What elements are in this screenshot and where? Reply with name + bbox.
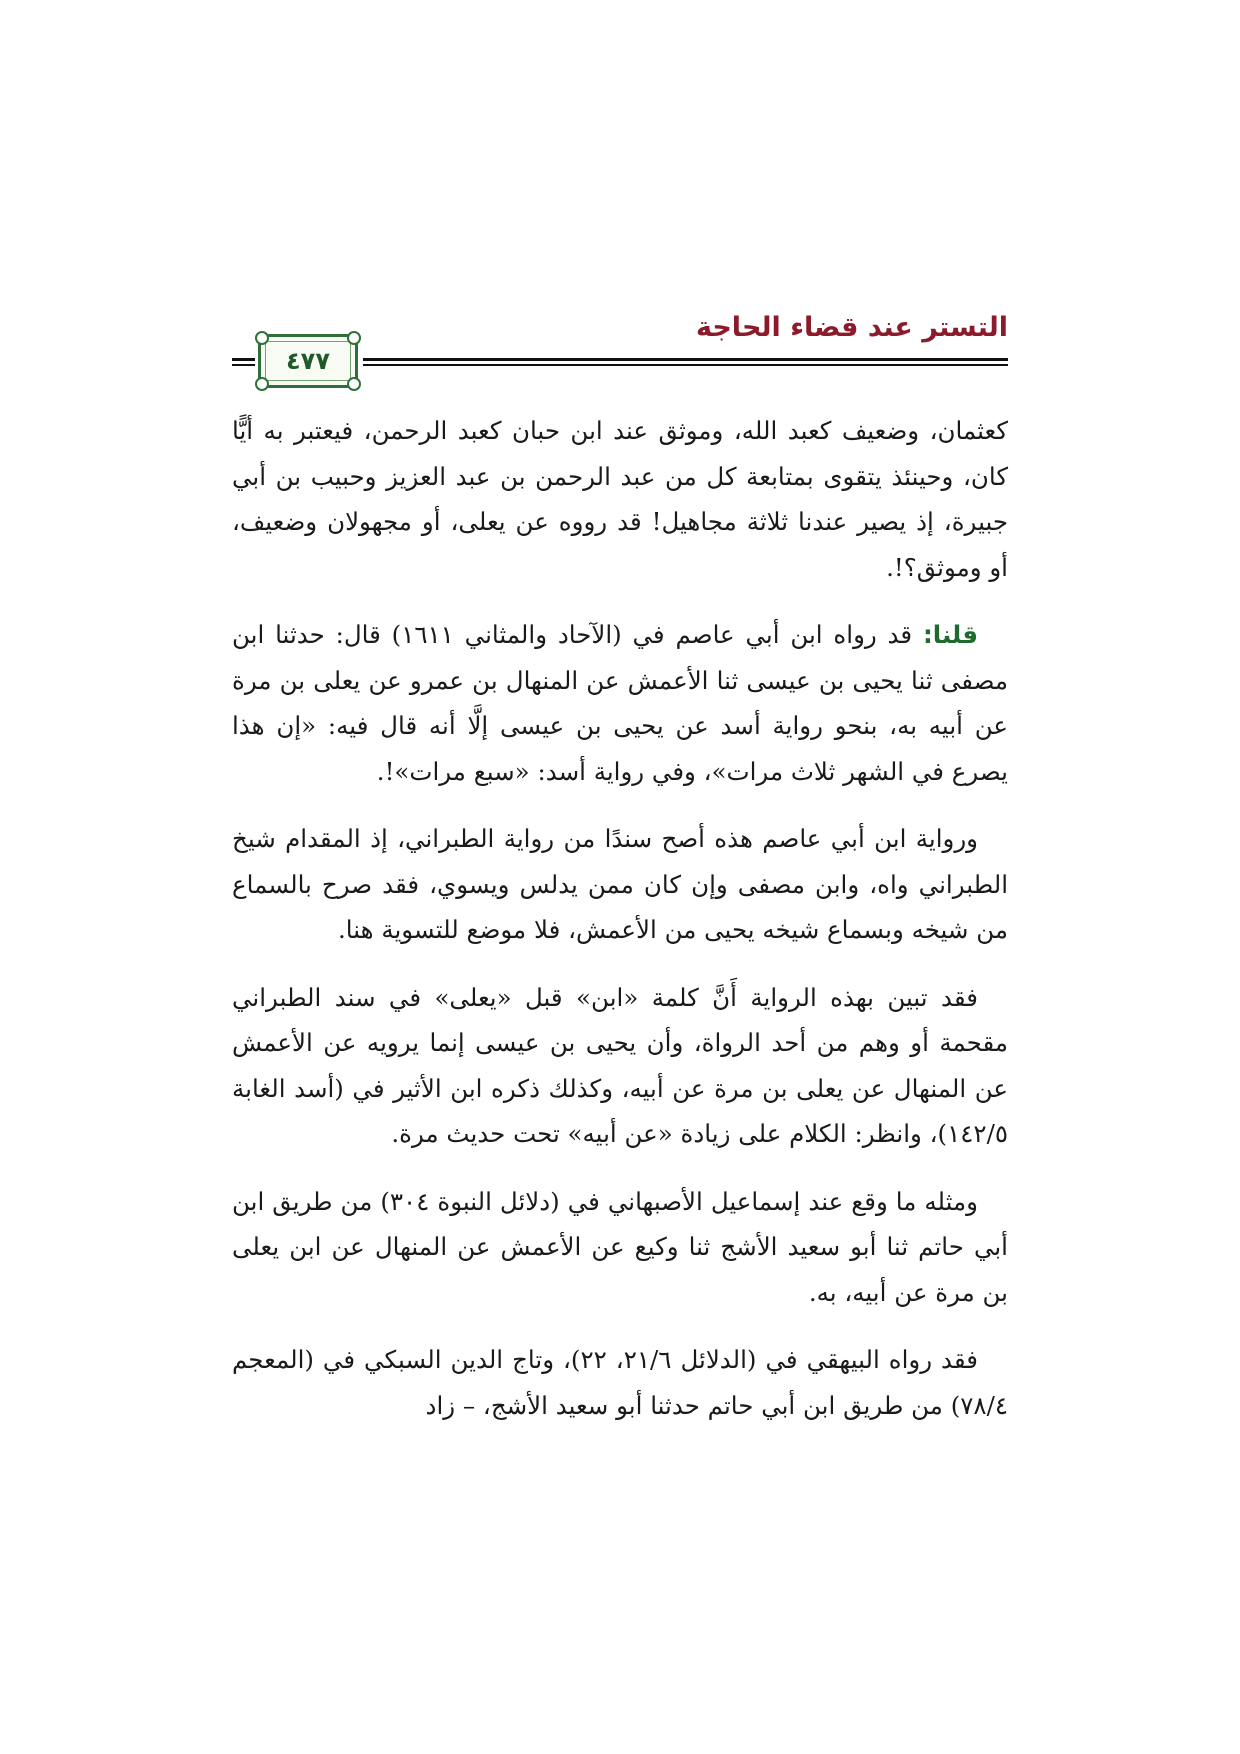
paragraph-6: فقد رواه البيهقي في (الدلائل ٢١/٦، ٢٢)، وتاج الدين السبكي في (المعجم ٧٨/٤) من طريق ابن أبي حاتم حدثنا أبو سعيد الأشج، – زاد [232,1345,1008,1420]
page-number: ٤٧٧ [286,347,330,375]
paragraph-lead-word: قلنا: [922,620,978,649]
running-title: التستر عند قضاء الحاجة [695,312,1008,343]
paragraph-1: كعثمان، وضعيف كعبد الله، وموثق عند ابن حبان كعبد الرحمن، فيعتبر به أيًّا كان، وحينئذ يتقوى بمتابعة كل من عبد الرحمن بن عبد العزيز وحبيب بن أبي جبيرة، إذ يصير عندنا ثلاثة مجاهيل! قد رووه عن يعلى، أو مجهولان وضعيف، أو وموثق؟!. [232,416,1008,582]
header-rule-right [363,358,1008,367]
page-number-badge [258,334,358,388]
paragraph-2-text: قد رواه ابن أبي عاصم في (الآحاد والمثاني ١٦١١) قال: حدثنا ابن مصفى ثنا يحيى بن عيسى ثنا الأعمش عن المنهال بن عمرو عن يعلى بن مرة عن أبيه به، بنحو رواية أسد عن يحيى بن عيسى إلَّا أنه قال فيه: «إن هذا يصرع في الشهر ثلاث مرات»، وفي رواية أسد: «سبع مرات»!. [232,620,1008,786]
paragraph-2 [232,612,1008,794]
paragraph-3: ورواية ابن أبي عاصم هذه أصح سندًا من رواية الطبراني، إذ المقدام شيخ الطبراني واه، وابن مصفى وإن كان ممن يدلس ويسوي، فقد صرح بالسماع من شيخه وبسماع شيخه يحيى من الأعمش، فلا موضع للتسوية هنا. [232,824,1008,944]
header-rule-left [232,358,255,367]
page-body [232,408,1008,1450]
paragraph-5: ومثله ما وقع عند إسماعيل الأصبهاني في (دلائل النبوة ٣٠٤) من طريق ابن أبي حاتم ثنا أبو سعيد الأشج ثنا وكيع عن الأعمش عن المنهال عن ابن يعلى بن مرة عن أبيه، به. [232,1186,1008,1307]
paragraph-4: فقد تبين بهذه الرواية أَنَّ كلمة «ابن» قبل «يعلى» في سند الطبراني مقحمة أو وهم من أحد الرواة، وأن يحيى بن عيسى إنما يرويه عن الأعمش عن المنهال عن يعلى بن مرة عن أبيه، وكذلك ذكره ابن الأثير في (أسد الغابة ١٤٢/٥)، وانظر: الكلام على زيادة «عن أبيه» تحت حديث مرة. [232,982,1008,1148]
